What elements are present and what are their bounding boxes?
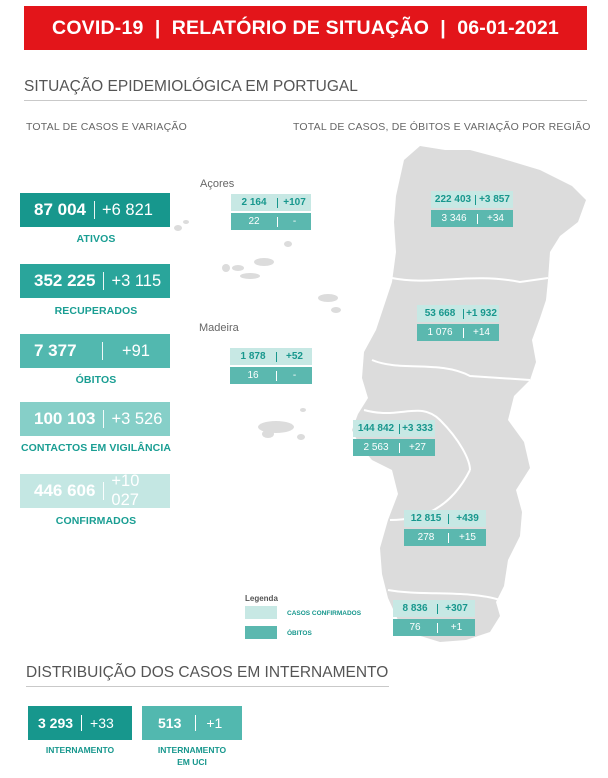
region-cases: 2 164 [241,197,267,208]
region-lisboa-vale-tejo [353,420,435,456]
region-deaths: 2 563 [363,442,389,453]
region-deaths: 16 [247,370,259,381]
icu-box [142,706,242,740]
legend-title: Legenda [245,594,278,603]
kpi-recovered-value: 352 225 [34,271,96,290]
region-cases: 144 842 [357,423,395,434]
title-covid: COVID-19 [52,16,144,39]
region-deaths-delta: +34 [487,213,504,224]
left-subtitle: TOTAL DE CASOS E VARIAÇÃO [26,121,187,133]
section-epidemiological-title: SITUAÇÃO EPIDEMIOLÓGICA EM PORTUGAL [24,78,358,95]
kpi-active-value: 87 004 [34,200,86,219]
azores-label: Açores [200,178,235,190]
region-cases: 53 668 [424,308,456,319]
region-deaths-delta: +14 [473,327,490,338]
kpi-recovered-delta: +3 115 [111,271,162,290]
kpi-confirmed [20,474,170,508]
kpi-deaths-value: 7 377 [34,341,77,360]
icu-value: 513 [158,715,182,731]
region-madeira [230,348,312,384]
region-deaths-delta: - [292,370,297,381]
region-alentejo [404,510,486,546]
region-cases-delta: +307 [445,603,468,614]
hospitalized-box [28,706,132,740]
hospitalized-delta: +33 [90,715,114,731]
kpi-contacts-label: CONTACTOS EM VIGILÂNCIA [20,442,172,454]
island-shape [232,265,244,271]
region-deaths: 76 [409,622,421,633]
region-algarve [393,600,475,636]
hospitalized-value: 3 293 [38,715,74,731]
kpi-recovered [20,264,170,298]
island-shape [331,307,341,313]
section-hospital-title: DISTRIBUIÇÃO DOS CASOS EM INTERNAMENTO [26,664,389,681]
island-shape [222,264,230,272]
region-norte [431,191,513,227]
icu-divider [195,715,196,731]
island-shape [258,421,294,433]
legend-confirmed-swatch [245,606,277,619]
title-separator-2: | [429,16,458,39]
region-deaths-delta: - [292,216,297,227]
hospitalized-divider [81,715,82,731]
kpi-divider [94,201,95,219]
island-shape [240,273,260,279]
kpi-confirmed-value: 446 606 [34,481,96,500]
region-cases-delta: +3 857 [479,194,510,205]
kpi-divider [102,342,103,360]
kpi-contacts-value: 100 103 [34,409,96,428]
kpi-deaths-label: ÓBITOS [75,374,117,386]
region-cases: 222 403 [434,194,472,205]
kpi-divider [103,482,104,500]
region-cases-delta: +439 [456,513,479,524]
kpi-divider [103,410,104,428]
kpi-confirmed-delta: +10 027 [111,472,140,509]
legend-deaths-swatch [245,626,277,639]
icu-label-line2: EM UCI [177,757,207,767]
legend-deaths-label: ÓBITOS [287,630,312,637]
kpi-contacts [20,402,170,436]
icu-delta: +1 [206,715,223,731]
legend-confirmed-label: CASOS CONFIRMADOS [287,610,362,617]
region-cases: 8 836 [402,603,428,614]
kpi-contacts-delta: +3 526 [111,409,163,428]
kpi-confirmed-label: CONFIRMADOS [55,515,137,527]
kpi-deaths-delta: +91 [122,341,150,360]
kpi-recovered-label: RECUPERADOS [54,305,138,317]
right-subtitle: TOTAL DE CASOS, DE ÓBITOS E VARIAÇÃO POR REGIÃO [293,121,591,133]
region-deaths: 3 346 [441,213,467,224]
island-shape [300,408,306,412]
region-deaths-delta: +27 [409,442,426,453]
region-acores [231,194,311,230]
kpi-divider [103,272,104,290]
region-deaths-delta: +1 [450,622,463,633]
icu-label [142,744,242,768]
island-shape [183,220,189,224]
region-deaths: 278 [417,532,435,543]
title-report: RELATÓRIO DE SITUAÇÃO [171,16,430,39]
region-cases: 12 815 [410,513,442,524]
icu-label-line1: INTERNAMENTO [157,745,227,755]
region-cases: 1 878 [240,351,266,362]
kpi-active [20,193,170,227]
island-shape [262,430,274,438]
kpi-active-delta: +6 821 [102,200,153,219]
island-shape [254,258,274,266]
island-shape [174,225,182,231]
region-cases-delta: +107 [283,197,306,208]
kpi-active-label: ATIVOS [76,233,116,245]
madeira-label: Madeira [199,322,239,334]
region-cases-delta: +52 [286,351,303,362]
island-shape [318,294,338,302]
island-shape [297,434,305,440]
title-date: 06-01-2021 [457,16,559,39]
region-centro [417,305,499,341]
region-deaths: 1 076 [427,327,453,338]
region-cases-delta: +1 932 [466,308,497,319]
island-shape [284,241,292,247]
region-deaths-delta: +15 [459,532,476,543]
section-divider-2 [26,686,389,687]
hospitalized-label: INTERNAMENTO [45,745,115,755]
region-deaths: 22 [248,216,260,227]
region-cases-delta: +3 333 [402,423,433,434]
kpi-deaths [20,334,170,368]
title-separator: | [143,16,172,39]
